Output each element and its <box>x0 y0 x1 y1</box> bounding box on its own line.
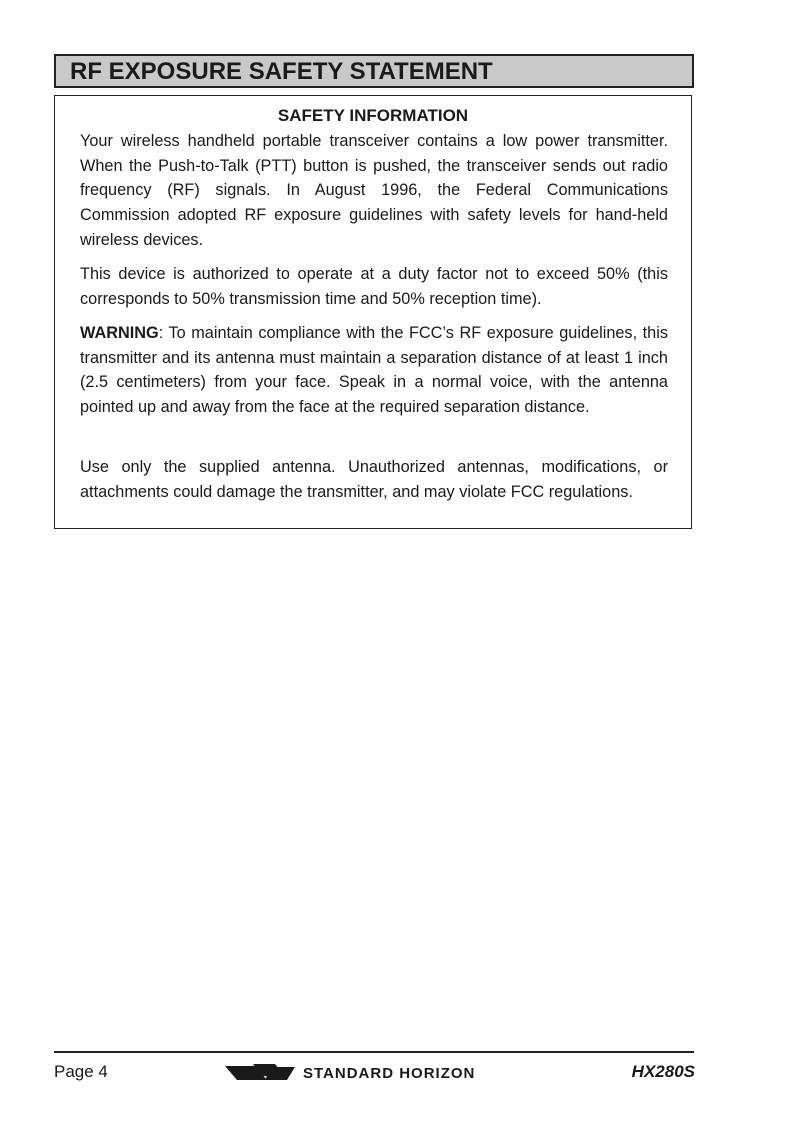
page-title: RF EXPOSURE SAFETY STATEMENT <box>70 58 493 85</box>
page-number: Page 4 <box>54 1062 108 1081</box>
safety-information-heading: SAFETY INFORMATION <box>277 106 469 125</box>
standard-horizon-logo-icon <box>225 1062 297 1082</box>
brand-name: STANDARD HORIZON <box>303 1065 476 1082</box>
safety-paragraph-4: Use only the supplied antenna. Unauthorized antennas, modifications, or attachments could damage the transmitter, and may violate FCC regulations. <box>80 458 668 501</box>
safety-information-box <box>54 95 692 529</box>
safety-paragraph-2: This device is authorized to operate at a duty factor not to exceed 50% (this corresponds to 50% transmission time and 50% reception time). <box>80 265 668 308</box>
warning-label: WARNING <box>80 324 159 342</box>
brand-logo <box>225 1061 535 1085</box>
warning-text: : To maintain compliance with the FCC’s RF exposure guidelines, this transmitter and its antenna must maintain a separation distance of at least 1 inch (2.5 centimeters) from your face. Speak in a normal voice, with the antenna pointed up and away from the face at the required separation distance. <box>80 324 668 417</box>
warning-paragraph <box>80 321 668 420</box>
safety-paragraph-1: Your wireless handheld portable transceiver contains a low power transmitter. When the Push-to-Talk (PTT) button is pushed, the transceiver sends out radio frequency (RF) signals. In August 1996, the Federal Communications Commission adopted RF exposure guidelines with safety levels for hand-held wireless devices. <box>80 132 668 249</box>
footer-divider <box>54 1051 694 1053</box>
section-title-bar <box>54 54 694 88</box>
model-number: HX280S <box>631 1062 695 1081</box>
